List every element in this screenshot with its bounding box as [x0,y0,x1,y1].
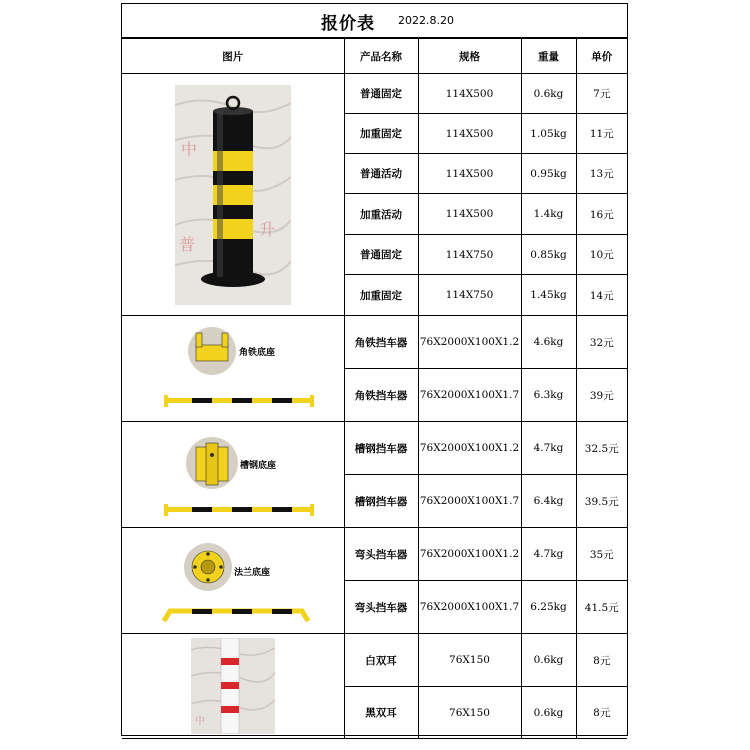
product-spec: 76X150 [418,687,521,739]
product-weight: 1.45kg [521,275,576,316]
product-weight: 6.3kg [521,369,576,422]
product-price: 8元 [576,634,627,687]
product-spec: 114X750 [418,275,521,316]
product-price: 14元 [576,275,627,316]
price-table [122,38,627,739]
product-price: 13元 [576,154,627,194]
product-name: 加重活动 [344,194,418,235]
price-sheet [121,3,628,736]
white-post-photo [191,638,275,734]
image-cell [122,528,344,634]
product-spec: 76X2000X100X1.7 [418,475,521,528]
product-weight: 0.6kg [521,687,576,739]
column-header-spec: 规格 [418,39,521,74]
table-row [122,528,627,581]
product-price: 39.5元 [576,475,627,528]
image-cell [122,316,344,422]
product-spec: 76X2000X100X1.2 [418,422,521,475]
image-cell [122,634,344,739]
table-row [122,422,627,475]
product-spec: 76X2000X100X1.7 [418,369,521,422]
svg-text:升: 升 [258,219,275,239]
table-row [122,316,627,369]
image-cell [122,422,344,528]
product-weight: 0.95kg [521,154,576,194]
column-header-name: 产品名称 [344,39,418,74]
product-weight: 4.7kg [521,422,576,475]
product-price: 35元 [576,528,627,581]
product-price: 41.5元 [576,581,627,634]
column-header-image: 图片 [122,39,344,74]
product-weight: 0.85kg [521,235,576,275]
product-name: 加重固定 [344,275,418,316]
svg-text:中: 中 [180,139,197,159]
column-header-weight: 重量 [521,39,576,74]
product-spec: 114X500 [418,114,521,154]
product-price: 11元 [576,114,627,154]
product-price: 16元 [576,194,627,235]
product-price: 8元 [576,687,627,739]
product-spec: 76X2000X100X1.2 [418,316,521,369]
product-name: 普通固定 [344,235,418,275]
page-title: 报价表 [321,14,375,34]
product-name: 黑双耳 [344,687,418,739]
product-name: 角铁挡车器 [344,316,418,369]
product-weight: 0.6kg [521,634,576,687]
svg-text:中: 中 [194,716,205,727]
table-row [122,74,627,114]
product-spec: 114X500 [418,74,521,114]
product-name: 白双耳 [344,634,418,687]
column-header-price: 单价 [576,39,627,74]
product-name: 槽钢挡车器 [344,475,418,528]
product-weight: 6.25kg [521,581,576,634]
base-label: 角铁底座 [239,347,276,358]
product-weight: 4.7kg [521,528,576,581]
product-spec: 76X2000X100X1.7 [418,581,521,634]
channel-steel-base [122,425,344,525]
product-price: 7元 [576,74,627,114]
product-weight: 4.6kg [521,316,576,369]
product-spec: 76X2000X100X1.2 [418,528,521,581]
product-weight: 1.4kg [521,194,576,235]
product-name: 角铁挡车器 [344,369,418,422]
product-name: 槽钢挡车器 [344,422,418,475]
product-name: 加重固定 [344,114,418,154]
product-weight: 1.05kg [521,114,576,154]
product-spec: 114X500 [418,194,521,235]
product-name: 普通固定 [344,74,418,114]
base-label: 法兰底座 [234,567,271,578]
bollard-photo [175,85,291,305]
product-spec: 76X150 [418,634,521,687]
flange-base [122,531,344,631]
title-bar [122,4,627,38]
header-row [122,39,627,74]
angle-iron-base [122,319,344,419]
product-price: 39元 [576,369,627,422]
image-cell [122,74,344,316]
product-spec: 114X500 [418,154,521,194]
product-spec: 114X750 [418,235,521,275]
product-price: 32元 [576,316,627,369]
product-price: 10元 [576,235,627,275]
page-date: 2022.8.20 [398,14,454,27]
product-price: 32.5元 [576,422,627,475]
table-row [122,634,627,687]
product-name: 弯头挡车器 [344,528,418,581]
product-weight: 0.6kg [521,74,576,114]
svg-text:普: 普 [178,234,195,254]
product-weight: 6.4kg [521,475,576,528]
product-name: 普通活动 [344,154,418,194]
base-label: 槽钢底座 [240,460,277,471]
product-name: 弯头挡车器 [344,581,418,634]
